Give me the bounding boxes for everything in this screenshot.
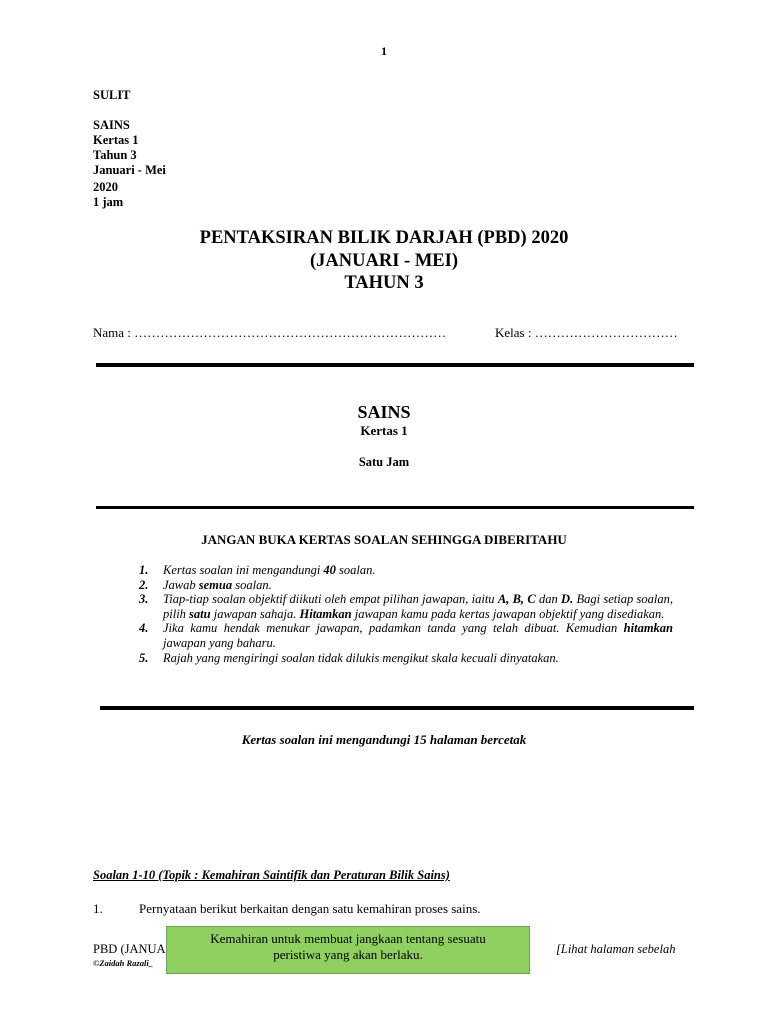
section-topic: Soalan 1-10 (Topik : Kemahiran Saintifik dan Peraturan Bilik Sains) bbox=[93, 868, 450, 882]
divider-top bbox=[96, 363, 694, 367]
header-duration: 1 jam bbox=[93, 195, 124, 209]
cover-paper: Kertas 1 bbox=[360, 423, 408, 438]
instruction-item: 3. Tiap-tiap soalan objektif diikuti oleh empat pilihan jawapan, iaitu A, B, C dan D. Bagi setiap soalan, pilih satu jawapan sahaja. Hitamkan jawapan kamu pada kertas jawapan objektif yang disediakan. bbox=[139, 592, 674, 621]
footer-left: PBD (JANUA bbox=[93, 942, 166, 956]
highlight-box bbox=[166, 926, 530, 974]
exam-period: (JANUARI - MEI) bbox=[310, 251, 458, 271]
highlight-line-2: peristiwa yang akan berlaku. bbox=[273, 947, 423, 962]
classification: SULIT bbox=[93, 88, 131, 102]
question-number: 1. bbox=[93, 901, 103, 916]
cover-duration: Satu Jam bbox=[358, 455, 410, 469]
name-field: Nama : ……………………………………………………………… bbox=[93, 325, 447, 340]
footer-author: ©Zaidah Razali_ bbox=[93, 958, 153, 968]
header-paper: Kertas 1 bbox=[93, 133, 139, 147]
header-year-level: Tahun 3 bbox=[93, 148, 137, 162]
instructions-list bbox=[139, 563, 673, 665]
page-count-note: Kertas soalan ini mengandungi 15 halaman bercetak bbox=[241, 732, 527, 747]
class-field: Kelas : …………………………… bbox=[495, 325, 678, 340]
instruction-item: 2. Jawab semua soalan. bbox=[139, 577, 272, 592]
warning-heading: JANGAN BUKA KERTAS SOALAN SEHINGGA DIBERITAHU bbox=[201, 532, 567, 547]
highlight-line-1: Kemahiran untuk membuat jangkaan tentang sesuatu bbox=[210, 931, 486, 946]
footer-right: [Lihat halaman sebelah bbox=[556, 942, 676, 956]
divider-bottom bbox=[100, 706, 694, 710]
instruction-item: 4. Jika kamu hendak menukar jawapan, padamkan tanda yang telah dibuat. Kemudian hitamkan jawapan yang baharu. bbox=[139, 621, 673, 650]
instruction-item: 1. Kertas soalan ini mengandungi 40 soalan. bbox=[139, 563, 376, 577]
cover-subject: SAINS bbox=[357, 402, 411, 422]
instruction-item: 5. Rajah yang mengiringi soalan tidak dilukis mengikut skala kecuali dinyatakan. bbox=[139, 650, 559, 665]
exam-title: PENTAKSIRAN BILIK DARJAH (PBD) 2020 bbox=[199, 228, 569, 248]
exam-year-level: TAHUN 3 bbox=[344, 273, 424, 293]
page-number: 1 bbox=[381, 44, 387, 58]
header-year: 2020 bbox=[93, 180, 118, 194]
header-period: Januari - Mei bbox=[93, 163, 166, 177]
question-text: Pernyataan berikut berkaitan dengan satu kemahiran proses sains. bbox=[139, 901, 481, 916]
header-subject: SAINS bbox=[93, 118, 130, 132]
divider-middle bbox=[96, 506, 694, 509]
